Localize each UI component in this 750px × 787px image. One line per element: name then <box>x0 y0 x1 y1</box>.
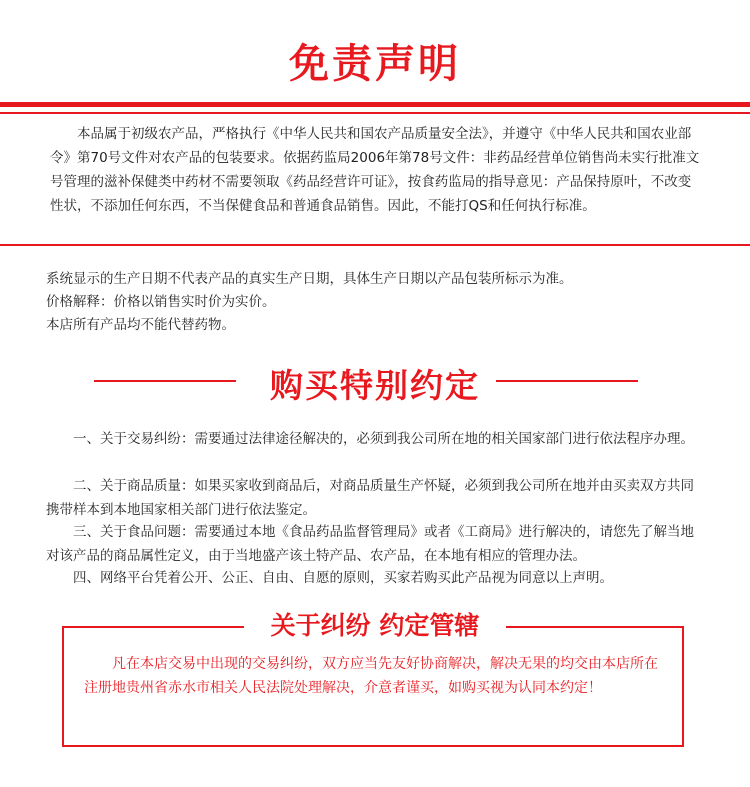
jurisdiction-body: 凡在本店交易中出现的交易纠纷，双方应当先友好协商解决，解决无果的均交由本店所在注册地贵州省赤水市相关人民法院处理解决，介意者谨买，如购买视为认同本约定！ <box>84 656 658 696</box>
agreement-item-3: 三、关于食品问题：需要通过本地《食品药品监督管理局》或者《工商局》进行解决的，请您先了解当地对该产品的商品属性定义，由于当地盛产该土特产品、农产品，在本地有相应的管理办法。 <box>46 524 694 564</box>
agreement-item-2: 二、关于商品质量：如果买家收到商品后，对商品质量生产怀疑，必须到我公司所在地并由买卖双方共同携带样本到本地国家相关部门进行依法鉴定。 <box>46 478 694 518</box>
agreement-title: 购买特别约定 <box>270 366 480 405</box>
agreement-item-4: 四、网络平台凭着公开、公正、自由、自愿的原则，买家若购买此产品视为同意以上声明。 <box>73 570 613 586</box>
disclaimer-title: 免责声明 <box>289 41 461 87</box>
disclaimer-body: 本品属于初级农产品，严格执行《中华人民共和国农产品质量安全法》，并遵守《中华人民共和国农业部令》第70号文件对农产品的包装要求。依据药监局2006年第78号文件：非药品经营单位销售尚未实行批准文号管理的滋补保健类中药材不需要领取《药品经营许可证》，按食药监局的指导意见：产品保持原叶，不改变性状，不添加任何东西，不当保健食品和普通食品销售。因此，不能打QS和任何执行标准。 <box>50 126 700 214</box>
title-rule-thin <box>0 112 750 114</box>
agreement-item-1: 一、关于交易纠纷：需要通过法律途径解决的，必须到我公司所在地的相关国家部门进行依法程序办理。 <box>73 431 694 447</box>
title-rule-thick <box>0 102 750 107</box>
section-divider <box>0 244 750 246</box>
jurisdiction-title: 关于纠纷 约定管辖 <box>244 606 506 646</box>
agreement-rule-right <box>496 380 638 382</box>
note-production-date: 系统显示的生产日期不代表产品的真实生产日期，具体生产日期以产品包装所标示为准。 <box>46 271 573 287</box>
note-not-medicine: 本店所有产品均不能代替药物。 <box>46 317 235 333</box>
note-price: 价格解释：价格以销售实时价为实价。 <box>46 294 276 310</box>
